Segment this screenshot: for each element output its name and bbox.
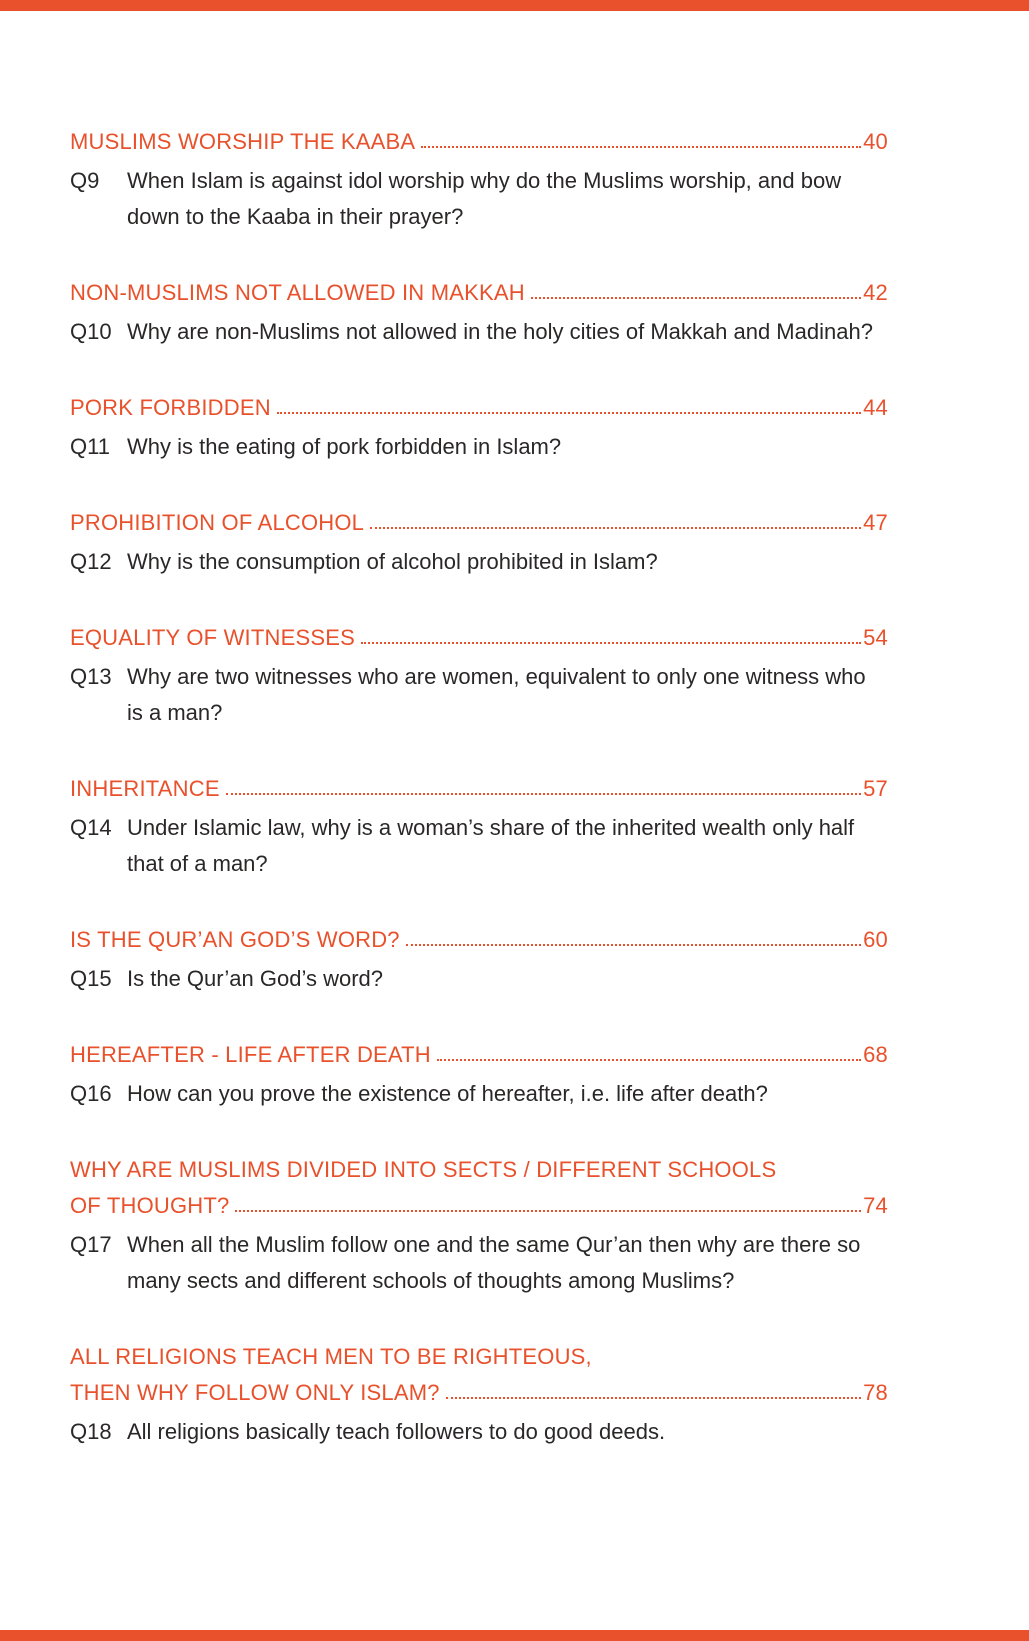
page-number: 54 (863, 625, 888, 650)
page-number: 47 (863, 510, 888, 535)
question-text: How can you prove the existence of hereafter, i.e. life after death? (127, 1081, 768, 1106)
page-number: 42 (863, 280, 888, 305)
question-label: Q13 (70, 664, 112, 689)
section-heading-line (70, 1152, 888, 1188)
page-number: 44 (863, 395, 888, 420)
section-heading-text: INHERITANCE (70, 776, 220, 801)
toc-entry (70, 1037, 888, 1112)
toc-entry (70, 124, 888, 235)
section-heading-text: IS THE QUR’AN GOD’S WORD? (70, 927, 400, 952)
dot-leader (361, 642, 861, 644)
section-heading-line (70, 124, 888, 160)
page-number: 68 (863, 1042, 888, 1067)
section-heading-text: THEN WHY FOLLOW ONLY ISLAM? (70, 1380, 440, 1405)
section-heading-line (70, 1375, 888, 1411)
section-heading-text: MUSLIMS WORSHIP THE KAABA (70, 129, 416, 154)
question-label: Q11 (70, 434, 110, 459)
section-heading-line (70, 620, 888, 656)
toc-entry (70, 620, 888, 731)
bottom-accent-bar (0, 1630, 1029, 1641)
dot-leader (226, 793, 861, 795)
toc-entry (70, 1339, 888, 1450)
question-text: When all the Muslim follow one and the same Qur’an then why are there so many sects and different schools of thoughts among Muslims? (127, 1232, 861, 1293)
page-number: 57 (863, 776, 888, 801)
section-heading-text: WHY ARE MUSLIMS DIVIDED INTO SECTS / DIFFERENT SCHOOLS (70, 1157, 777, 1182)
question-row (70, 429, 888, 465)
toc-entry (70, 505, 888, 580)
question-text: Is the Qur’an God’s word? (127, 966, 383, 991)
page-number: 74 (863, 1193, 888, 1218)
page-number: 40 (863, 129, 888, 154)
question-label: Q15 (70, 966, 112, 991)
question-text: Why is the eating of pork forbidden in Islam? (127, 434, 562, 459)
section-heading-text: EQUALITY OF WITNESSES (70, 625, 355, 650)
section-heading-text: ALL RELIGIONS TEACH MEN TO BE RIGHTEOUS, (70, 1344, 592, 1369)
section-heading-text: HEREAFTER - LIFE AFTER DEATH (70, 1042, 431, 1067)
dot-leader (421, 146, 861, 148)
question-label: Q12 (70, 549, 112, 574)
table-of-contents (70, 124, 888, 1490)
dot-leader (437, 1059, 861, 1061)
dot-leader (370, 527, 861, 529)
section-heading-line (70, 505, 888, 541)
question-text: Why are two witnesses who are women, equivalent to only one witness who is a man? (127, 664, 866, 725)
question-text: Why is the consumption of alcohol prohibited in Islam? (127, 549, 658, 574)
question-label: Q14 (70, 815, 112, 840)
question-label: Q9 (70, 168, 100, 193)
section-heading-line (70, 771, 888, 807)
top-accent-bar (0, 0, 1029, 11)
dot-leader (235, 1210, 861, 1212)
question-row (70, 961, 888, 997)
dot-leader (531, 297, 861, 299)
section-heading-line (70, 390, 888, 426)
question-label: Q10 (70, 319, 112, 344)
question-label: Q17 (70, 1232, 112, 1257)
section-heading-text: NON-MUSLIMS NOT ALLOWED IN MAKKAH (70, 280, 525, 305)
question-text: Under Islamic law, why is a woman’s share of the inherited wealth only half that of a man? (127, 815, 855, 876)
page-number: 78 (863, 1380, 888, 1405)
question-label: Q18 (70, 1419, 112, 1444)
dot-leader (446, 1397, 861, 1399)
section-heading-line (70, 1339, 888, 1375)
question-row (70, 1414, 888, 1450)
dot-leader (277, 412, 861, 414)
question-row (70, 1076, 888, 1112)
question-text: When Islam is against idol worship why do the Muslims worship, and bow down to the Kaaba in their prayer? (127, 168, 842, 229)
section-heading-line (70, 1037, 888, 1073)
question-text: All religions basically teach followers to do good deeds. (127, 1419, 666, 1444)
section-heading-line (70, 1188, 888, 1224)
section-heading-text: PORK FORBIDDEN (70, 395, 271, 420)
page-number: 60 (863, 927, 888, 952)
question-row (70, 659, 888, 731)
question-text: Why are non-Muslims not allowed in the holy cities of Makkah and Madinah? (127, 319, 873, 344)
question-row (70, 544, 888, 580)
toc-entry (70, 1152, 888, 1299)
toc-entry (70, 922, 888, 997)
question-label: Q16 (70, 1081, 112, 1106)
section-heading-line (70, 275, 888, 311)
toc-entry (70, 275, 888, 350)
question-row (70, 314, 888, 350)
toc-entry (70, 771, 888, 882)
question-row (70, 1227, 888, 1299)
toc-entry (70, 390, 888, 465)
dot-leader (406, 944, 861, 946)
question-row (70, 163, 888, 235)
question-row (70, 810, 888, 882)
section-heading-text: OF THOUGHT? (70, 1193, 230, 1218)
section-heading-text: PROHIBITION OF ALCOHOL (70, 510, 365, 535)
section-heading-line (70, 922, 888, 958)
